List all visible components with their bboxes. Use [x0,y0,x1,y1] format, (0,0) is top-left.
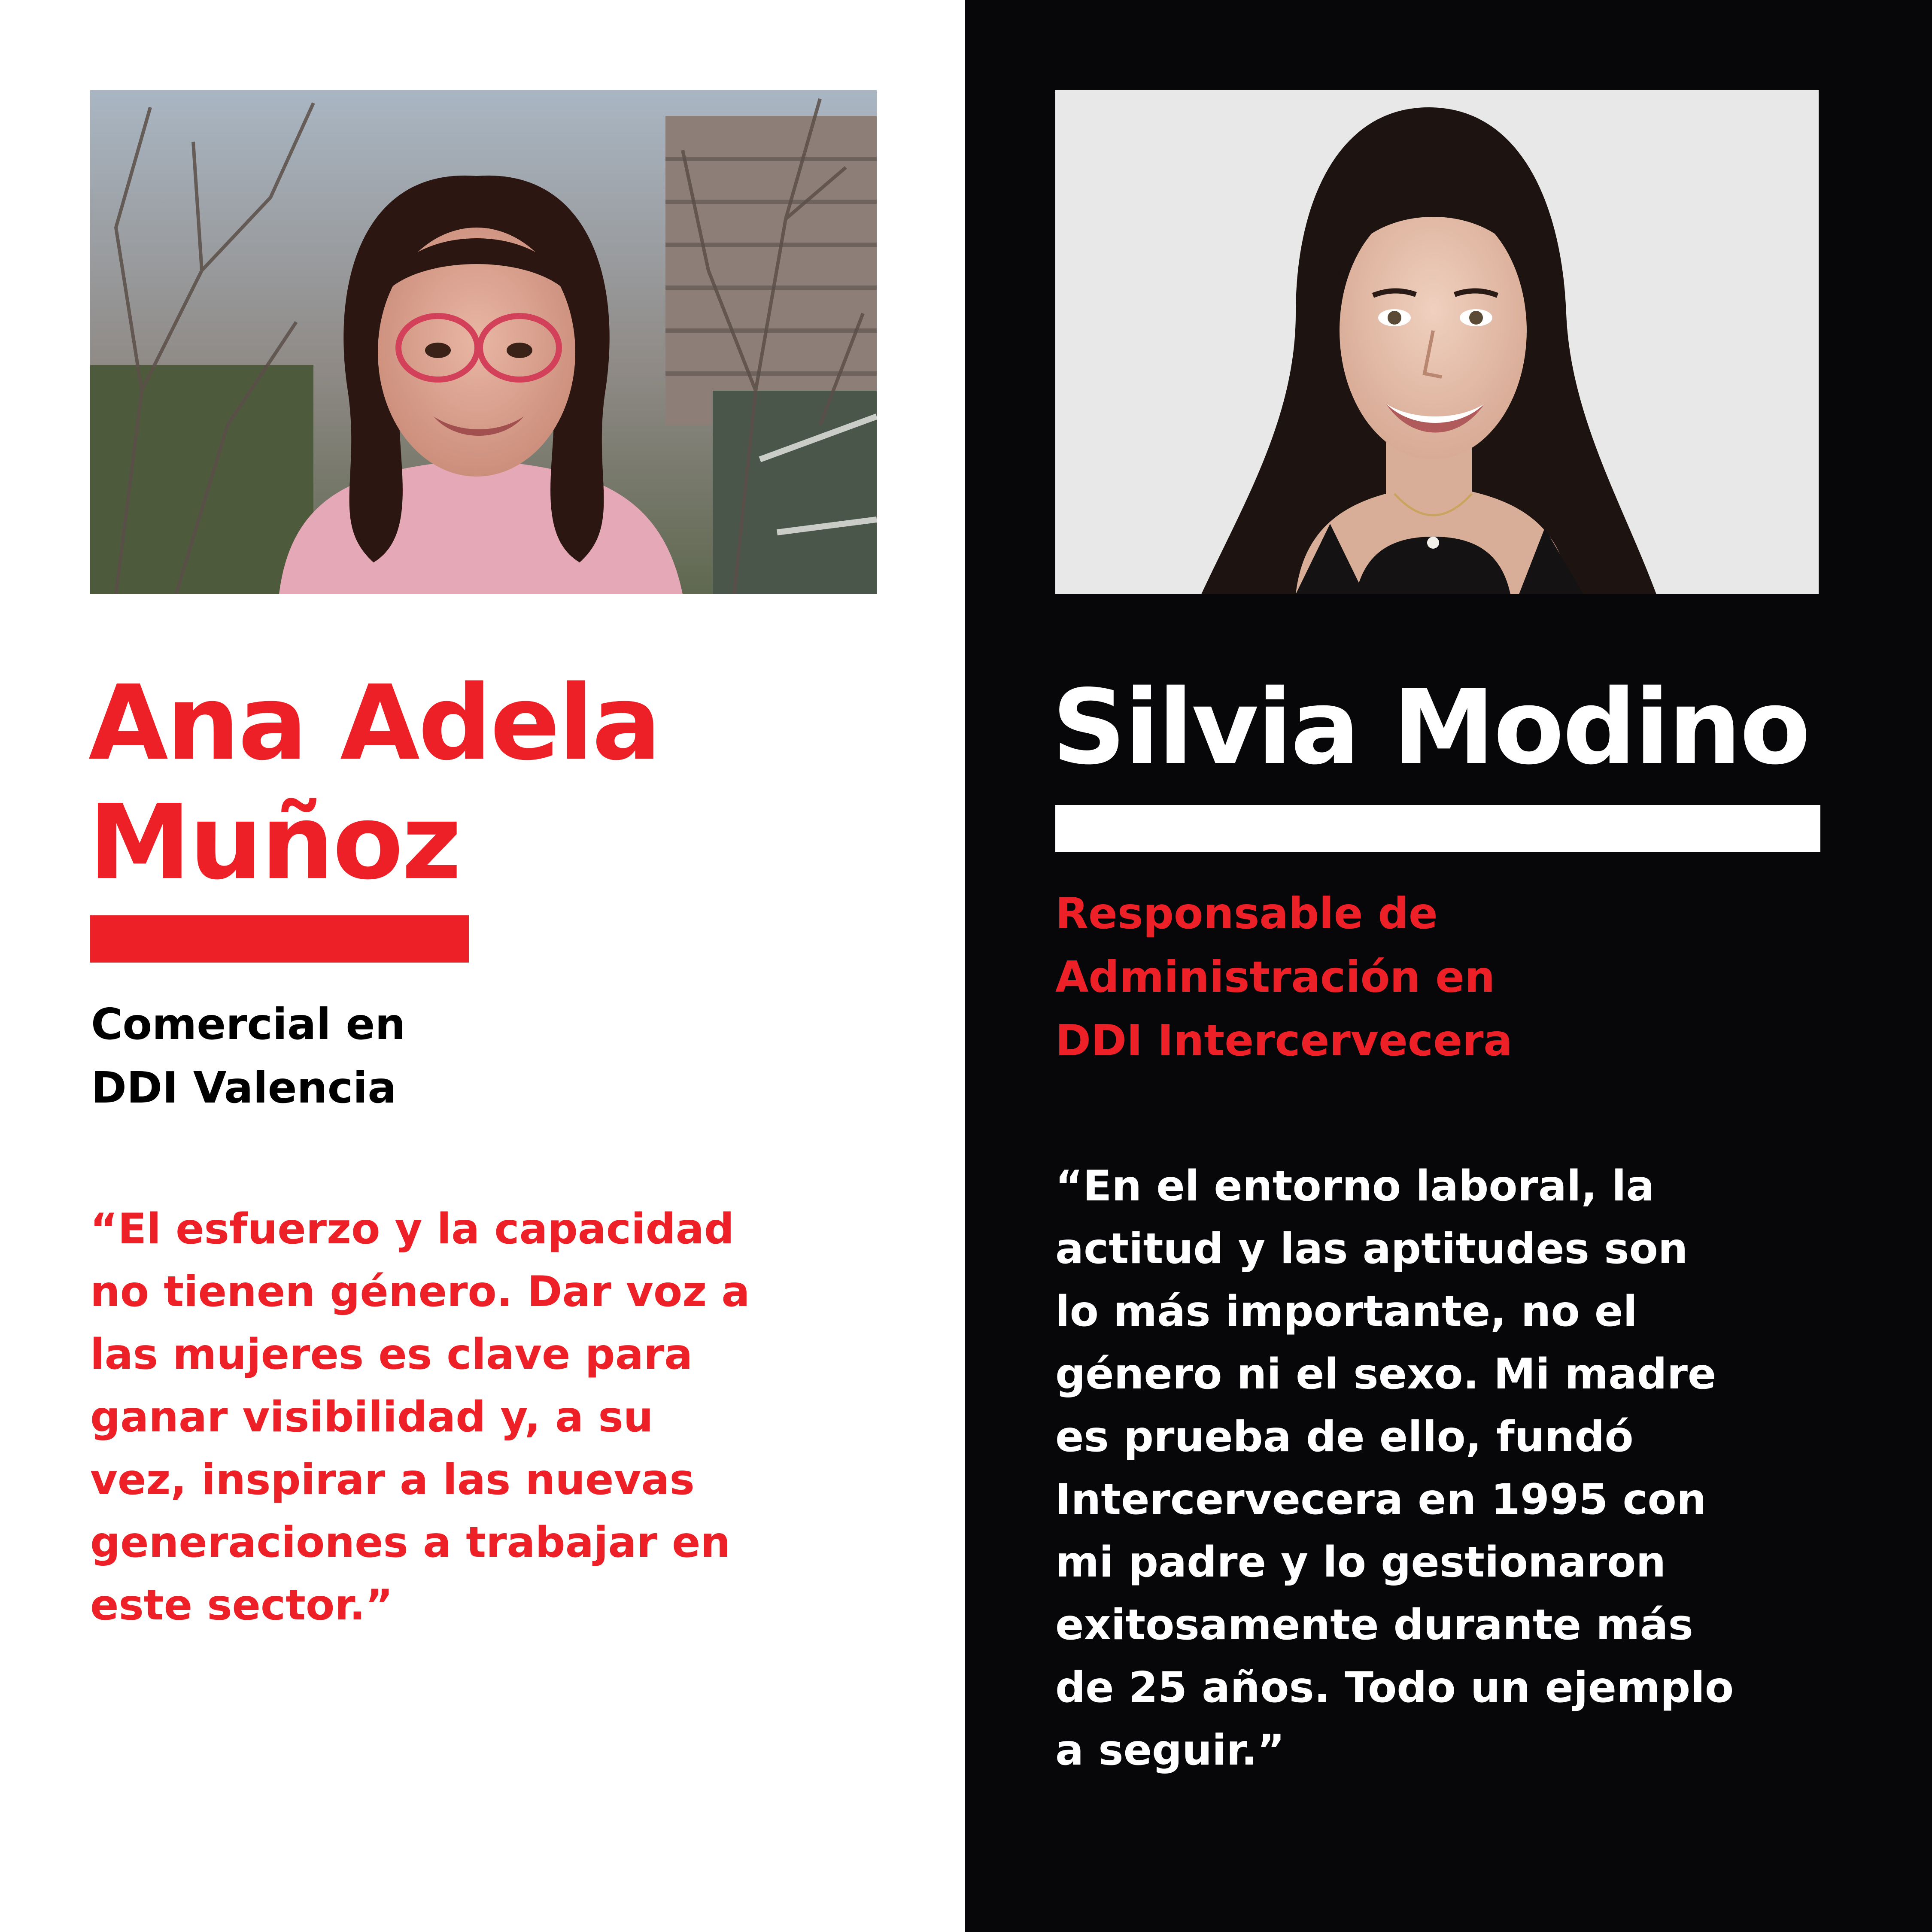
quote-line: es prueba de ello, fundó [1055,1413,1634,1461]
quote-line: “El esfuerzo y la capacidad [90,1205,735,1254]
quote-line: ganar visibilidad y, a su [90,1393,653,1442]
quote-line: exitosamente durante más [1055,1601,1693,1649]
name-line: Muñoz [88,782,460,903]
quote-line: “En el entorno laboral, la [1055,1162,1655,1211]
silvia-modino-quote [1055,1155,1824,1782]
ana-adela-munoz-quote [90,1198,897,1637]
role-line: DDI Valencia [91,1063,397,1113]
quote-line: generaciones a trabajar en [90,1518,731,1567]
silvia-modino-role [1055,882,1871,1072]
role-line: Comercial en [91,999,406,1049]
quote-line: género ni el sexo. Mi madre [1055,1350,1716,1399]
quote-line: Intercervecera en 1995 con [1055,1475,1707,1524]
name-line: Silvia Modino [1052,667,1809,787]
quote-line: mi padre y lo gestionaron [1055,1538,1666,1587]
quote-line: a seguir.” [1055,1726,1285,1775]
silvia-modino-photo [1055,90,1819,594]
ana-adela-munoz-role [91,993,907,1120]
quote-line: lo más importante, no el [1055,1287,1637,1336]
quote-line: las mujeres es clave para [90,1330,693,1379]
role-line: Responsable de [1055,888,1438,939]
name-line: Ana Adela [88,663,660,783]
role-line: DDI Intercervecera [1055,1015,1513,1066]
white-divider-bar [1055,805,1820,852]
red-divider-bar [90,915,469,963]
ana-adela-munoz-photo [90,90,877,594]
quote-line: vez, inspirar a las nuevas [90,1455,695,1504]
quote-line: no tienen género. Dar voz a [90,1267,750,1316]
role-line: Administración en [1055,952,1495,1002]
quote-line: de 25 años. Todo un ejemplo [1055,1663,1734,1712]
quote-line: actitud y las aptitudes son [1055,1224,1688,1273]
ana-adela-munoz-name [88,663,904,902]
quote-line: este sector.” [90,1581,393,1630]
silvia-modino-name [1052,668,1928,787]
